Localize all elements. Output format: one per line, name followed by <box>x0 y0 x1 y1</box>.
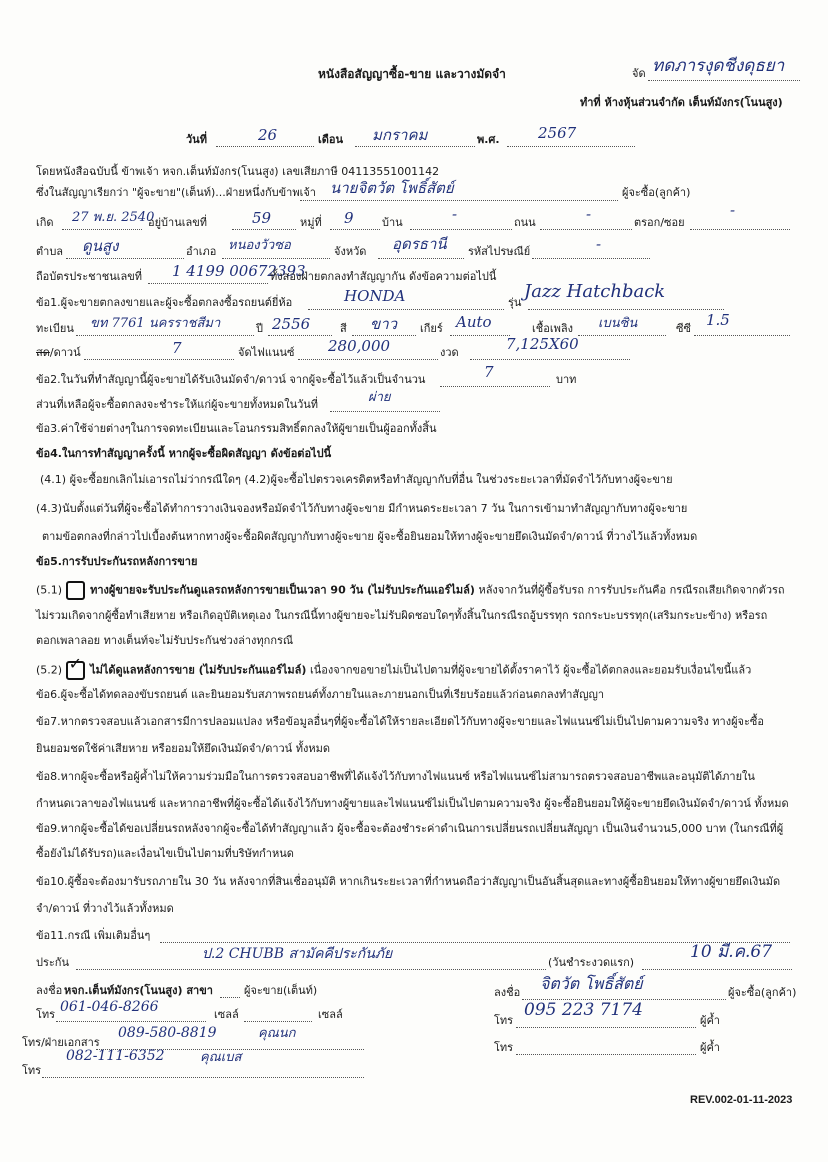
tambon-value: ดูนสูง <box>82 237 119 255</box>
clause11: ข้อ11.กรณี เพิ่มเติมอื่นๆ <box>36 929 151 942</box>
clause1-label: ข้อ1.ผู้จะขายตกลงขายและผู้จะซื้อตกลงซื้อรถยนต์ยี่ห้อ <box>36 296 293 309</box>
clause5-2-bold: ไม่ได้ดูแลหลังการขาย (ไม่รับประกันแอร์ไมล์) <box>90 663 307 677</box>
revision-code: REV.002-01-11-2023 <box>690 1094 793 1106</box>
contract-title: หนังสือสัญญาซื้อ-ขาย และวางมัดจำ <box>318 67 506 81</box>
made-at-value: ทดภารงุดชีงดุธยา <box>652 56 785 76</box>
amphoe-value: หนองวัวซอ <box>228 238 291 253</box>
clause5-1-line2: ไม่รวมเกิดจากผู้ซื้อทำเสียหาย หรือเกิดอุบัติเหตุเอง ในกรณีนี้ทางผู้ขายจะไม่รับผิดชอบใดๆทั้งสิ้นในกรณีรถอู้บรรทุก รถกระบะบรรทุก(เสริมกระบะข้าง) หรือรถ <box>36 609 768 622</box>
clause9a: ข้อ9.หากผู้จะซื้อได้ขอเปลี่ยนรถหลังจากผู้จะซื้อได้ทำสัญญาแล้ว ผู้จะซื้อจะต้องชำระค่าดำเนินการเปลี่ยนรถเปลี่ยนสัญญา เป็นเงินจำนวน5,000 บาท (ในกรณีที่ผู้ <box>36 822 784 835</box>
seller-tel: 061-046-8266 <box>60 999 159 1015</box>
road-label: ถนน <box>514 216 536 229</box>
fuel-value: เบนซิน <box>598 316 638 331</box>
reg-label: ทะเบียน <box>36 322 74 335</box>
province-label: จังหวัด <box>334 245 367 258</box>
doc-tel-label: โทร/ฝ่ายเอกสาร <box>22 1036 100 1049</box>
year-value-vehicle: 2556 <box>272 315 311 333</box>
month-value: มกราคม <box>372 126 428 144</box>
clause5-1 <box>36 581 785 600</box>
month-label: เดือน <box>318 133 344 146</box>
guarantor-label: ผู้ค้ำ <box>700 1014 720 1027</box>
clause10b: จำ/ดาวน์ ที่วางไว้แล้วทั้งหมด <box>36 902 174 915</box>
intro-line2-prefix: ซึ่งในสัญญาเรียกว่า "ผู้จะขาย"(เต็นท์)...ฝ่ายหนึ่งกับข้าพเจ้า <box>36 186 316 199</box>
buyer-tel-label: โทร <box>494 1014 514 1027</box>
clause4-3b: ตามข้อตกลงที่กล่าวไปเบื้องต้นหากทางผู้จะซื้อผิดสัญญากับทางผู้จะขาย ผู้จะซื้อยินยอมให้ทางผู้จะขายยึดเงินมัดจำ/ดาวน์ ที่วางไว้แล้วทั้งหมด <box>42 530 698 543</box>
extra-name: คุณเบส <box>200 1050 242 1065</box>
doc-name: คุณนก <box>258 1026 296 1041</box>
clause3: ข้อ3.ค่าใช้จ่ายต่างๆในการจดทะเบียนและโอนกรรมสิทธิ์ตกลงให้ผู้ขายเป็นผู้ออกทั้งสิ้น <box>36 422 437 435</box>
down-label-line: สด/ดาวน์ <box>36 346 81 359</box>
clause5-1-rest: หลังจากวันที่ผู้ซื้อรับรถ การรับประกันคือ กรณีรถเสียเกิดจากตัวรถ <box>478 583 785 597</box>
seller-name: หจก.เต็นท์มังกร(โนนสูง) สาขา <box>64 984 213 997</box>
id-value: 1 4199 00672393 <box>172 262 306 280</box>
brand-value: HONDA <box>344 287 406 305</box>
clause10a: ข้อ10.ผู้ซื้อจะต้องมารับรถภายใน 30 วัน หลังจากที่สินเชื่ออนุมัติ หากเกินระยะเวลาที่กำหนดถือว่าสัญญาเป็นอันสิ้นสุดและทางผู้ซื้อยินยอมให้ทางผู้ขายยึดเงินมัด <box>36 875 781 888</box>
clause5-1-num: (5.1) <box>36 583 63 597</box>
birth-label: เกิด <box>36 216 54 229</box>
house-label: อยู่บ้านเลขที่ <box>148 216 208 229</box>
gear-value: Auto <box>456 313 492 331</box>
day-value: 26 <box>258 126 278 144</box>
clause4-1: (4.1) ผู้จะซื้อยกเลิกไม่เอารถไม่ว่ากรณีใดๆ (4.2)ผู้จะซื้อไปตรวจเครดิตหรือทำสัญญากับที่อื่น ในช่วงระยะเวลาที่มัดจำไว้กับทางผู้จะขาย <box>40 473 673 486</box>
birth-value: 27 พ.ย. 2540 <box>72 210 155 225</box>
buyer-sign-label: ลงชื่อ <box>494 986 521 999</box>
made-at-label: จัด <box>632 67 646 80</box>
down-label: ดาวน์ <box>53 346 81 359</box>
finance-value: 280,000 <box>328 337 391 355</box>
clause6: ข้อ6.ผู้จะซื้อได้ทดลองขับรถยนต์ และยินยอมรับสภาพรถยนต์ทั้งภายในและภายนอกเป็นที่เรียบร้อยแล้วก่อนตกลงทำสัญญา <box>36 688 605 701</box>
install-label: งวด <box>440 346 459 359</box>
clause8a: ข้อ8.หากผู้จะซื้อหรือผู้ค้ำไม่ให้ความร่วมมือในการตรวจสอบอาชีพที่ได้แจ้งไว้กับทางไฟแนนซ์ หรือไฟแนนซ์ไม่สามารถตรวจสอบอาชีพและอนุมัติได้ภายใน <box>36 770 755 783</box>
place-line: ทำที่ ห้างหุ้นส่วนจำกัด เต็นท์มังกร(โนนสูง) <box>580 96 783 109</box>
intro-line2-suffix: ผู้จะซื้อ(ลูกค้า) <box>622 186 691 199</box>
village-label: บ้าน <box>382 216 403 229</box>
cc-label: ซีซี <box>676 322 691 335</box>
buyer-signature: จิตวัต โพธิ์สัตย์ <box>540 974 643 993</box>
clause5-1-line3: ตอกเพลาลอย ทางเต็นท์จะไม่รับประกันช่วงล่างทุกกรณี <box>36 634 294 647</box>
clause2-unit: บาท <box>556 373 577 386</box>
amphoe-label: อำเภอ <box>186 245 217 258</box>
gear-label: เกียร์ <box>420 322 443 335</box>
village-value: - <box>452 205 458 223</box>
clause5-1-bold: ทางผู้ขายจะรับประกันดูแลรถหลังการขายเป็นเวลา 90 วัน (ไม่รับประกันแอร์ไมล์) <box>90 583 475 597</box>
seller-tel-label: โทร <box>36 1008 56 1021</box>
insurance-value: ป.2 CHUBB สามัคคีประกันภัย <box>202 946 393 962</box>
seller-role: ผู้จะขาย(เต็นท์) <box>244 984 318 997</box>
reg-value: ขท 7761 นครราชสีมา <box>90 316 221 331</box>
buyer-name: นายจิตวัต โพธิ์สัตย์ <box>330 179 454 197</box>
clause9b: ซื้อยังไม่ได้รับรถ)และเงื่อนไขเป็นไปตามที่บริษัทกำหนด <box>36 847 294 860</box>
install-value: 7,125X60 <box>506 335 579 353</box>
province-value: อุดรธานี <box>392 235 447 253</box>
sale-label-1: เซลล์ <box>214 1008 239 1021</box>
year-label: พ.ศ. <box>477 133 500 146</box>
down-strike: สด <box>36 346 50 359</box>
insurance-label: ประกัน <box>36 956 69 969</box>
no-warranty-checkbox[interactable] <box>66 654 85 680</box>
finance-label: จัดไฟแนนซ์ <box>238 346 295 359</box>
clause8b: กำหนดเวลาของไฟแนนซ์ และหากอาชีพที่ผู้จะซื้อได้แจ้งไว้กับทางผู้ขายและไฟแนนซ์ไม่เป็นไปตามความจริง ผู้จะซื้อยินยอมให้ผู้จะขายยึดเงินมัดจำ/ดาวน์ ทั้งหมด <box>36 797 789 810</box>
road-value: - <box>586 205 592 223</box>
guarantor2-label: ผู้ค้ำ <box>700 1041 720 1054</box>
buyer-tel: 095 223 7174 <box>524 1000 643 1020</box>
buyer-role: ผู้จะซื้อ(ลูกค้า) <box>728 986 797 999</box>
clause2-rest-value: ผ่าย <box>368 390 391 405</box>
cc-value: 1.5 <box>706 311 730 329</box>
id-suffix: ทั้งสองฝ่ายตกลงทำสัญญากัน ดังข้อความต่อไปนี้ <box>270 270 497 283</box>
clause5: ข้อ5.การรับประกันรถหลังการขาย <box>36 555 198 568</box>
guarantor-tel-label: โทร <box>494 1041 514 1054</box>
first-pay-label: (วันชำระงวดแรก) <box>548 956 635 969</box>
year-label-vehicle: ปี <box>256 322 263 335</box>
intro-line1: โดยหนังสือฉบับนี้ ข้าพเจ้า หจก.เต็นท์มังกร(โนนสูง) เลขเสียภาษี 04113551001142 <box>36 165 440 178</box>
extra-tel: 082-111-6352 <box>66 1048 165 1064</box>
clause7a: ข้อ7.หากตรวจสอบแล้วเอกสารมีการปลอมแปลง หรือข้อมูลอื่นๆที่ผู้จะซื้อได้ให้รายละเอียดไว้กับทางผู้จะขายและไฟแนนซ์ไม่เป็นไปตามความจริง ทางผู้จะซื้อ <box>36 715 764 728</box>
sale-label-2: เซลล์ <box>318 1008 343 1021</box>
clause7b: ยินยอมชดใช้ค่าเสียหาย หรือยอมให้ยึดเงินมัดจำ/ดาวน์ ทั้งหมด <box>36 742 330 755</box>
down-value: 7 <box>172 339 182 357</box>
house-value: 59 <box>252 209 272 227</box>
clause4-3a: (4.3)นับตั้งแต่วันที่ผู้จะซื้อได้ทำการวางเงินจองหรือมัดจำไว้กับทางผู้จะขาย มีกำหนดระยะเวลา 7 วัน ในการเข้ามาทำสัญญากับทางผู้จะขาย <box>36 502 688 515</box>
extra-tel-label: โทร <box>22 1064 42 1077</box>
soi-label: ตรอก/ซอย <box>634 216 685 229</box>
color-value: ขาว <box>370 315 398 333</box>
postal-label: รหัสไปรษณีย์ <box>468 245 531 258</box>
clause5-2-num: (5.2) <box>36 663 63 677</box>
warranty-90-checkbox[interactable] <box>66 581 85 600</box>
soi-value: - <box>730 201 736 219</box>
id-label: ถือบัตรประชาชนเลขที่ <box>36 270 142 283</box>
year-value: 2567 <box>538 124 577 142</box>
tambon-label: ตำบล <box>36 245 64 258</box>
clause5-2-rest: เนื่องจากขอขายไม่เป็นไปตามที่ผู้จะขายได้ตั้งราคาไว้ ผู้จะซื้อได้ตกลงและยอมรับเงื่อนไขนี้แล้ว <box>309 663 752 677</box>
clause2-value: 7 <box>484 363 494 381</box>
moo-label: หมู่ที่ <box>300 216 322 229</box>
moo-value: 9 <box>344 209 354 227</box>
clause5-2 <box>36 654 752 680</box>
seller-sign-label: ลงชื่อ <box>36 984 63 997</box>
check-mark-icon: ✓ <box>68 654 82 673</box>
fuel-label: เชื้อเพลิง <box>532 322 573 335</box>
day-label: วันที่ <box>186 133 207 146</box>
color-label: สี <box>340 322 347 335</box>
model-value: Jazz Hatchback <box>524 281 666 302</box>
postal-value: - <box>596 235 602 253</box>
clause4: ข้อ4.ในการทำสัญญาครั้งนี้ หากผู้จะซื้อผิดสัญญา ดังข้อต่อไปนี้ <box>36 447 332 460</box>
clause2-text: ข้อ2.ในวันที่ทำสัญญานี้ผู้จะขายได้รับเงินมัดจำ/ดาวน์ จากผู้จะซื้อไว้แล้วเป็นจำนวน <box>36 373 426 386</box>
model-label: รุ่น <box>508 296 522 309</box>
clause2-rest-text: ส่วนที่เหลือผู้จะซื้อตกลงจะชำระให้แก่ผู้จะขายทั้งหมดในวันที่ <box>36 398 319 411</box>
doc-tel: 089-580-8819 <box>118 1025 217 1041</box>
first-pay-value: 10 มี.ค.67 <box>690 942 773 962</box>
